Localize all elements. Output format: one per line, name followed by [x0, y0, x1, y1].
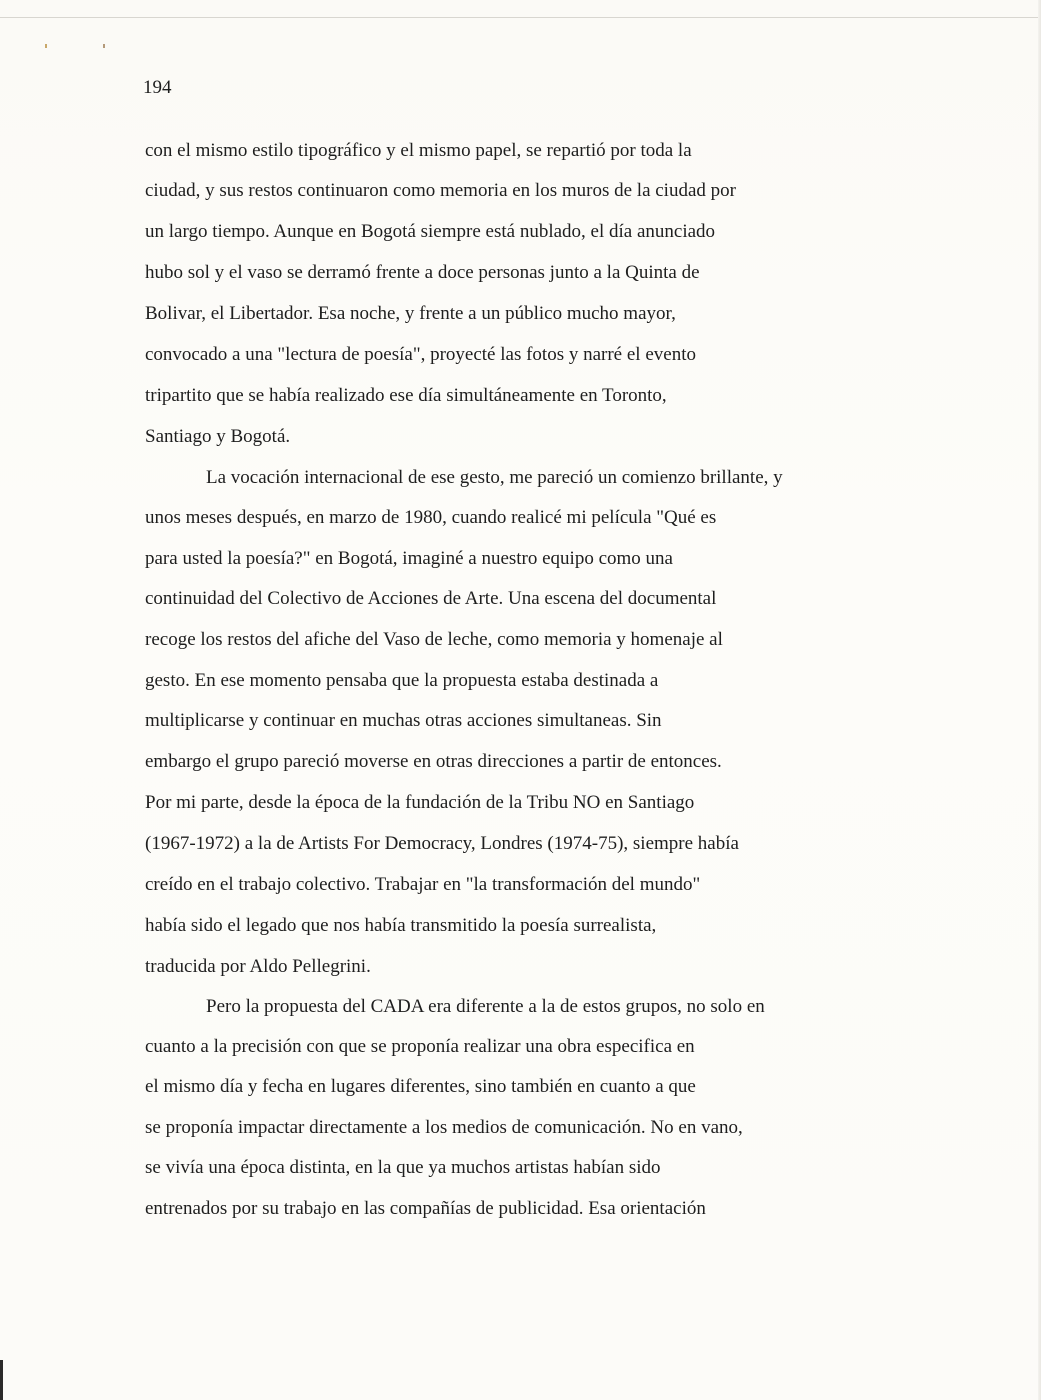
- text-line: un largo tiempo. Aunque en Bogotá siempre está nublado, el día anunciado: [145, 221, 716, 242]
- paper-speck: [45, 44, 47, 48]
- top-edge-rule: [0, 17, 1041, 18]
- text-line: Por mi parte, desde la época de la fundación de la Tribu NO en Santiago: [145, 792, 695, 813]
- text-line: convocado a una "lectura de poesía", proyecté las fotos y narré el evento: [145, 344, 696, 365]
- text-line: entrenados por su trabajo en las compañías de publicidad. Esa orientación: [145, 1198, 706, 1219]
- text-line: gesto. En ese momento pensaba que la propuesta estaba destinada a: [145, 670, 659, 691]
- page-number: 194: [143, 77, 172, 98]
- text-line: cuanto a la precisión con que se proponía realizar una obra especifica en: [145, 1036, 695, 1057]
- paper-speck: [103, 44, 105, 48]
- text-line: Santiago y Bogotá.: [145, 426, 291, 447]
- text-line: tripartito que se había realizado ese día simultáneamente en Toronto,: [145, 385, 667, 406]
- text-line: traducida por Aldo Pellegrini.: [145, 956, 371, 977]
- text-line-paragraph-start: Pero la propuesta del CADA era diferente a la de estos grupos, no solo en: [206, 996, 765, 1017]
- text-line: recoge los restos del afiche del Vaso de leche, como memoria y homenaje al: [145, 629, 723, 650]
- text-line: unos meses después, en marzo de 1980, cuando realicé mi película "Qué es: [145, 507, 717, 528]
- text-line: (1967-1972) a la de Artists For Democracy, Londres (1974-75), siempre había: [145, 833, 739, 854]
- text-line: con el mismo estilo tipográfico y el mismo papel, se repartió por toda la: [145, 140, 692, 161]
- text-line: para usted la poesía?" en Bogotá, imaginé a nuestro equipo como una: [145, 548, 673, 569]
- text-line: Bolivar, el Libertador. Esa noche, y frente a un público mucho mayor,: [145, 303, 676, 324]
- text-line: se proponía impactar directamente a los medios de comunicación. No en vano,: [145, 1117, 743, 1138]
- text-line: había sido el legado que nos había transmitido la poesía surrealista,: [145, 915, 657, 936]
- left-binding-mark: [0, 1360, 3, 1400]
- text-line: el mismo día y fecha en lugares diferentes, sino también en cuanto a que: [145, 1076, 696, 1097]
- text-line: multiplicarse y continuar en muchas otras acciones simultaneas. Sin: [145, 710, 662, 731]
- text-line: continuidad del Colectivo de Acciones de Arte. Una escena del documental: [145, 588, 717, 609]
- text-line: embargo el grupo pareció moverse en otras direcciones a partir de entonces.: [145, 751, 722, 772]
- text-line: hubo sol y el vaso se derramó frente a doce personas junto a la Quinta de: [145, 262, 700, 283]
- text-line: creído en el trabajo colectivo. Trabajar en "la transformación del mundo": [145, 874, 701, 895]
- text-line-paragraph-start: La vocación internacional de ese gesto, me pareció un comienzo brillante, y: [206, 467, 783, 488]
- text-line: se vivía una época distinta, en la que ya muchos artistas habían sido: [145, 1157, 661, 1178]
- text-line: ciudad, y sus restos continuaron como memoria en los muros de la ciudad por: [145, 180, 736, 201]
